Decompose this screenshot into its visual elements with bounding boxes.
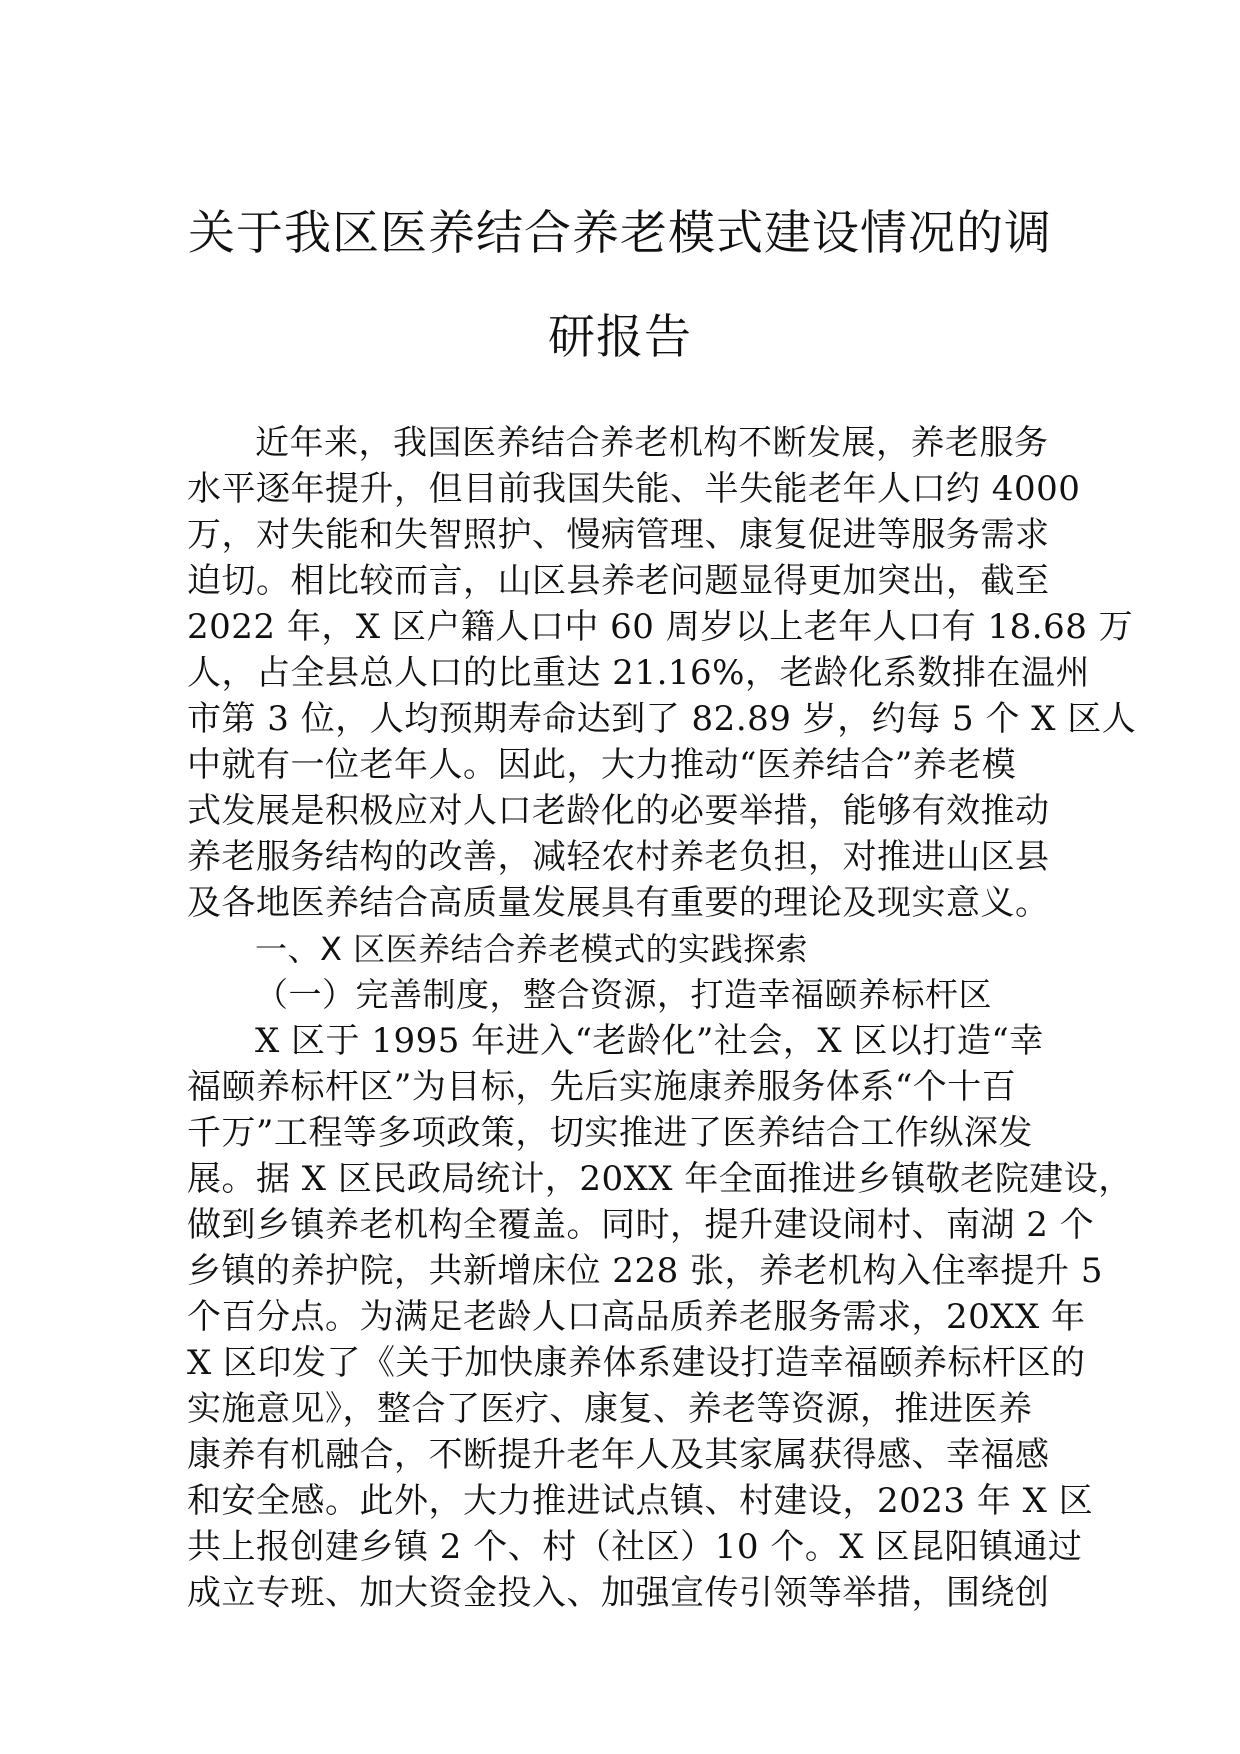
- paragraph-line: 养老服务结构的改善，减轻农村养老负担，对推进山区县: [187, 837, 1050, 877]
- subsection-heading: （一）完善制度，整合资源，打造幸福颐养标杆区: [255, 975, 992, 1014]
- title-line-1: 关于我区医养结合养老模式建设情况的调: [188, 206, 1052, 261]
- paragraph-line: 人，占全县总人口的比重达 21.16%，老龄化系数排在温州: [187, 653, 1090, 693]
- paragraph-line: 和安全感。此外，大力推进试点镇、村建设，2023 年 X 区: [187, 1481, 1094, 1521]
- paragraph-line: 乡镇的养护院，共新增床位 228 张，养老机构入住率提升 5: [187, 1251, 1103, 1291]
- paragraph-line: 及各地医养结合高质量发展具有重要的理论及现实意义。: [187, 883, 1050, 923]
- paragraph-line: 近年来，我国医养结合养老机构不断发展，养老服务: [255, 423, 1049, 463]
- paragraph-line: 康养有机融合，不断提升老年人及其家属获得感、幸福感: [187, 1435, 1050, 1475]
- paragraph-line: X 区印发了《关于加快康养体系建设打造幸福颐养标杆区的: [187, 1343, 1086, 1383]
- paragraph-line: 万，对失能和失智照护、慢病管理、康复促进等服务需求: [187, 515, 1050, 555]
- paragraph-line: 式发展是积极应对人口老龄化的必要举措，能够有效推动: [187, 791, 1050, 831]
- title-line-2: 研报告: [548, 310, 692, 365]
- section-heading: 一、X 区医养结合养老模式的实践探索: [255, 930, 809, 968]
- paragraph-line: 迫切。相比较而言，山区县养老问题显得更加突出，截至: [187, 561, 1050, 601]
- paragraph-line: 实施意见》，整合了医疗、康复、养老等资源，推进医养: [187, 1389, 1033, 1429]
- paragraph-line: 市第 3 位，人均预期寿命达到了 82.89 岁，约每 5 个 X 区人: [187, 699, 1137, 739]
- paragraph-line: 福颐养标杆区”为目标，先后实施康养服务体系“个十百: [187, 1067, 1017, 1107]
- paragraph-line: 2022 年，X 区户籍人口中 60 周岁以上老年人口有 18.68 万: [187, 607, 1134, 647]
- document-title: [150, 182, 1090, 390]
- paragraph-line: 千万”工程等多项政策，切实推进了医养结合工作纵深发: [187, 1113, 1033, 1153]
- paragraph-line: 中就有一位老年人。因此，大力推动“医养结合”养老模: [187, 745, 1017, 785]
- paragraph-line: 共上报创建乡镇 2 个、村（社区）10 个。X 区昆阳镇通过: [187, 1527, 1083, 1567]
- paragraph-line: 展。据 X 区民政局统计，20XX 年全面推进乡镇敬老院建设，: [187, 1159, 1133, 1199]
- paragraph-line: 做到乡镇养老机构全覆盖。同时，提升建设闹村、南湖 2 个: [187, 1205, 1095, 1245]
- paragraph-line: 个百分点。为满足老龄人口高品质养老服务需求，20XX 年: [187, 1297, 1086, 1337]
- document-body: [187, 420, 1137, 1616]
- paragraph-line: X 区于 1995 年进入“老龄化”社会，X 区以打造“幸: [255, 1021, 1044, 1061]
- paragraph-line: 成立专班、加大资金投入、加强宣传引领等举措，围绕创: [187, 1573, 1050, 1613]
- paragraph-line: 水平逐年提升，但目前我国失能、半失能老年人口约 4000: [187, 469, 1081, 509]
